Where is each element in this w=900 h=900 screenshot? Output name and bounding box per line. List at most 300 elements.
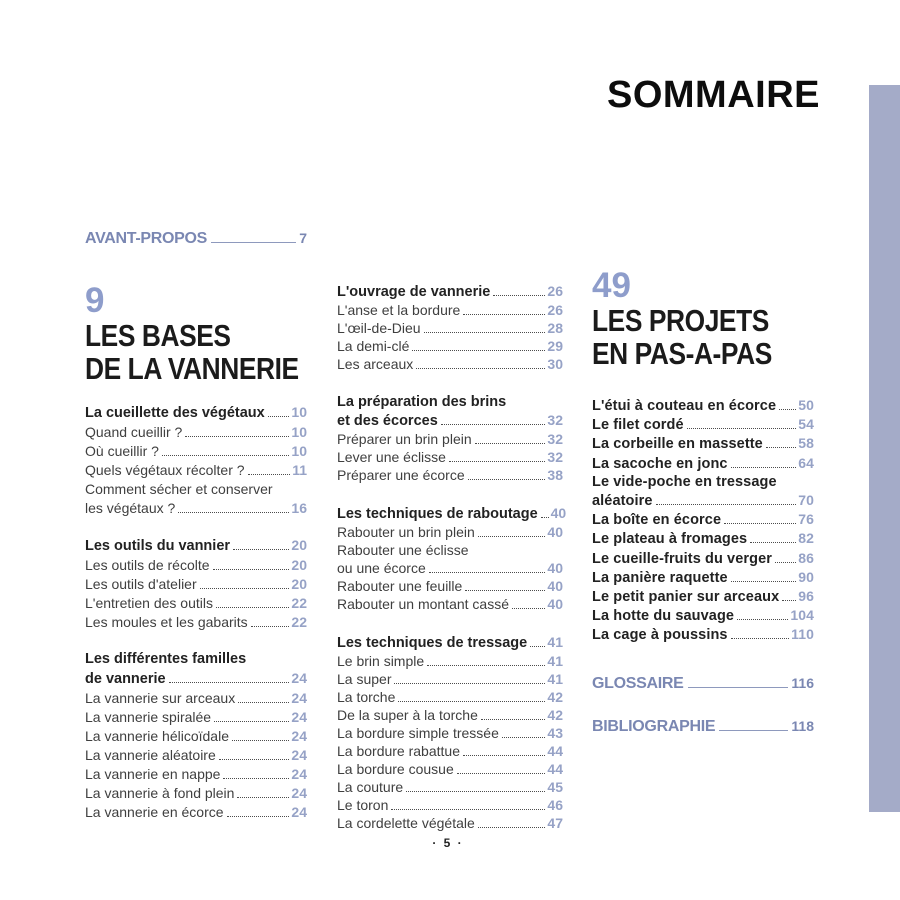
toc-entry — [337, 541, 563, 577]
toc-entry-page: 20 — [291, 537, 307, 553]
toc-entry — [85, 708, 307, 727]
dotted-leader — [391, 809, 545, 810]
toc-entry-row — [85, 403, 307, 423]
toc-entry-row — [337, 760, 563, 778]
toc-entry-heading — [85, 403, 307, 423]
toc-entry-row — [592, 606, 814, 625]
dotted-leader — [178, 512, 289, 513]
toc-entry-page: 28 — [547, 320, 563, 336]
toc-entry-row — [337, 337, 563, 355]
toc-entry — [337, 706, 563, 724]
dotted-leader — [478, 827, 546, 828]
toc-entry-heading — [592, 415, 814, 434]
toc-entry-label: Rabouter un brin plein — [337, 524, 475, 540]
dotted-leader — [185, 436, 289, 437]
toc-entry-row — [337, 411, 563, 430]
toc-entry-row — [85, 727, 307, 746]
toc-entry-heading — [592, 549, 814, 568]
dotted-leader — [416, 368, 545, 369]
toc-entry-label: La couture — [337, 779, 404, 795]
page-title: SOMMAIRE — [607, 74, 820, 116]
toc-entry-row — [592, 434, 814, 453]
toc-entry-row — [337, 577, 563, 595]
toc-entry-label: Préparer un brin plein — [337, 431, 472, 447]
toc-entry — [85, 423, 307, 442]
toc-entry-page: 32 — [547, 449, 563, 465]
dotted-leader — [468, 479, 546, 480]
toc-entry-row — [592, 415, 814, 434]
toc-entry-page: 41 — [547, 671, 563, 687]
toc-entry-heading — [592, 473, 814, 510]
toc-entry-label: La cordelette végétale — [337, 815, 475, 831]
toc-entry-page: 44 — [547, 743, 563, 759]
dotted-leader — [512, 608, 545, 609]
toc-entry-label: les végétaux ? — [85, 500, 176, 516]
toc-entry-page: 41 — [547, 653, 563, 669]
dotted-leader — [687, 428, 797, 429]
dotted-leader — [782, 600, 796, 601]
toc-entry-label: Les techniques de tressage — [337, 635, 528, 651]
toc-entry-page: 22 — [291, 614, 307, 630]
toc-entry-page: 44 — [547, 761, 563, 777]
toc-entry-row — [592, 625, 814, 644]
toc-entry-label: Les outils d'atelier — [85, 576, 197, 592]
toc-entry — [337, 337, 563, 355]
toc-entry-label: La super — [337, 671, 392, 687]
toc-entry-label: L'étui à couteau en écorce — [592, 398, 777, 414]
toc-entry-row — [592, 454, 814, 473]
toc-entry-label: La vannerie à fond plein — [85, 785, 235, 801]
toc-entry-label: Les outils du vannier — [85, 538, 231, 554]
toc-entry-label: Le cueille-fruits du verger — [592, 550, 772, 567]
dotted-leader — [213, 569, 290, 570]
toc-entry-row — [592, 549, 814, 568]
toc-entry-label: La vannerie spiralée — [85, 709, 212, 725]
chapter-number: 49 — [592, 266, 631, 305]
toc-entry-label: Les techniques de raboutage — [337, 506, 538, 522]
toc-rule-page: 116 — [791, 674, 814, 691]
dotted-leader — [268, 416, 290, 417]
toc-entry-page: 24 — [291, 670, 307, 686]
toc-entry-label: Où cueillir ? — [85, 443, 159, 459]
toc-entry-page: 32 — [547, 412, 563, 428]
toc-column-middle — [337, 262, 567, 832]
toc-entry-row — [592, 491, 814, 510]
dotted-leader — [656, 504, 797, 505]
toc-entry-row — [337, 652, 563, 670]
dotted-leader — [457, 773, 546, 774]
toc-entry-label: La boîte en écorce — [592, 512, 722, 529]
toc-entry-page: 24 — [291, 804, 307, 820]
toc-entry-row — [85, 575, 307, 594]
toc-entry — [85, 480, 307, 518]
toc-entry — [85, 442, 307, 461]
toc-column-right — [592, 268, 814, 737]
toc-entry-heading — [85, 536, 307, 556]
toc-entry — [85, 746, 307, 765]
toc-entry-row — [337, 504, 567, 523]
toc-entry — [85, 803, 307, 822]
toc-entry-label: La vannerie sur arceaux — [85, 690, 236, 706]
toc-entry-row — [592, 568, 814, 587]
toc-entry-page: 58 — [798, 435, 814, 452]
toc-entry-page: 43 — [547, 725, 563, 741]
toc-entry-page: 29 — [547, 338, 563, 354]
toc-entry-page: 82 — [798, 530, 814, 547]
toc-entry — [85, 594, 307, 613]
toc-entry-heading — [337, 504, 567, 523]
dotted-leader — [463, 314, 545, 315]
chapter-heading — [85, 283, 307, 385]
toc-entry — [337, 523, 563, 541]
toc-entry-label: La torche — [337, 689, 396, 705]
dotted-leader — [541, 517, 549, 518]
toc-entry — [337, 577, 563, 595]
toc-entry-row — [85, 461, 307, 480]
toc-entry-row — [337, 319, 563, 337]
toc-entry-row — [337, 466, 563, 484]
toc-entry-row — [337, 448, 563, 466]
dotted-leader — [232, 740, 289, 741]
toc-entry — [337, 796, 563, 814]
toc-entry-row — [337, 355, 563, 373]
toc-entry-row — [85, 442, 307, 461]
toc-entry — [337, 301, 563, 319]
dotted-leader — [406, 791, 545, 792]
toc-entry-page: 50 — [798, 397, 814, 413]
toc-rule-entry — [592, 716, 814, 737]
toc-rule-page: 7 — [299, 230, 307, 246]
toc-entry-page: 47 — [547, 815, 563, 831]
dotted-leader — [169, 682, 290, 683]
toc-entry-page: 24 — [291, 747, 307, 763]
toc-entry-label: La panière raquette — [592, 569, 728, 586]
toc-entry — [85, 575, 307, 594]
toc-entry-label: L'œil-de-Dieu — [337, 320, 421, 336]
toc-entry-page: 16 — [291, 500, 307, 516]
toc-section — [85, 650, 307, 822]
dotted-leader — [424, 332, 546, 333]
toc-entry — [337, 466, 563, 484]
rule-leader-line — [688, 687, 789, 688]
toc-entry-label: La sacoche en jonc — [592, 455, 728, 472]
dotted-leader — [394, 683, 545, 684]
toc-entry-label: Préparer une écorce — [337, 467, 465, 483]
accent-bar — [869, 85, 900, 812]
toc-entry-row — [85, 765, 307, 784]
toc-entry-heading — [592, 568, 814, 587]
toc-entry-heading — [592, 454, 814, 473]
toc-entry — [337, 355, 563, 373]
toc-entry-label: La cueillette des végétaux — [85, 405, 265, 421]
toc-entry-row — [337, 778, 563, 796]
dotted-leader — [248, 474, 291, 475]
toc-entry-label: Quand cueillir ? — [85, 424, 183, 440]
toc-rule-label: AVANT-PROPOS — [85, 230, 208, 247]
toc-entry-label: Les arceaux — [337, 356, 414, 372]
toc-entry-page: 30 — [547, 356, 563, 372]
toc-entry-row — [85, 746, 307, 765]
toc-entry-label: Le brin simple — [337, 653, 425, 669]
toc-entry — [85, 784, 307, 803]
toc-entry-label: Les outils de récolte — [85, 557, 210, 573]
toc-entry — [337, 430, 563, 448]
toc-entry-label: De la super à la torche — [337, 707, 478, 723]
toc-entry-row — [337, 670, 563, 688]
toc-entry — [337, 742, 563, 760]
dotted-leader — [731, 638, 790, 639]
toc-entry-label: ou une écorce — [337, 560, 426, 576]
toc-entry-heading — [592, 396, 814, 415]
dotted-leader — [724, 523, 796, 524]
page-number: · 5 · — [432, 836, 464, 850]
toc-entry-page: 70 — [798, 492, 814, 509]
toc-entry-label: de vannerie — [85, 671, 166, 687]
dotted-leader — [766, 447, 796, 448]
toc-entry — [337, 670, 563, 688]
toc-entry-heading — [592, 587, 814, 606]
toc-entry-row — [592, 510, 814, 529]
toc-entry-row — [337, 742, 563, 760]
toc-entry-page: 42 — [547, 707, 563, 723]
dotted-leader — [449, 461, 545, 462]
toc-entry-label: Lever une éclisse — [337, 449, 446, 465]
toc-entry — [337, 688, 563, 706]
dotted-leader — [429, 572, 546, 573]
toc-entry-page: 32 — [547, 431, 563, 447]
toc-entry-row — [85, 803, 307, 822]
toc-entry-page: 24 — [291, 785, 307, 801]
toc-entry-row — [85, 536, 307, 556]
toc-entry — [337, 448, 563, 466]
toc-entry-label: La vannerie en écorce — [85, 804, 224, 820]
toc-entry-page: 64 — [798, 454, 814, 471]
dotted-leader — [475, 443, 546, 444]
toc-entry — [85, 727, 307, 746]
toc-entry-page: 26 — [547, 302, 563, 318]
toc-entry-page: 86 — [798, 549, 814, 566]
toc-entry-label: La vannerie en nappe — [85, 766, 221, 782]
toc-entry-label: Les moules et les gabarits — [85, 614, 248, 630]
toc-entry — [337, 778, 563, 796]
toc-entry-row — [85, 784, 307, 803]
toc-section — [337, 282, 563, 373]
toc-entry — [337, 319, 563, 337]
toc-section — [337, 504, 567, 613]
toc-entry-page: 45 — [547, 779, 563, 795]
toc-entry-page: 11 — [292, 462, 307, 478]
toc-entry-page: 10 — [291, 404, 307, 420]
toc-entry-row — [85, 556, 307, 575]
toc-rule-entry — [592, 673, 814, 694]
dotted-leader — [465, 590, 545, 591]
toc-section — [592, 396, 814, 645]
toc-entry-label: L'entretien des outils — [85, 595, 213, 611]
toc-entry-page: 10 — [291, 424, 307, 440]
toc-entry-row — [337, 301, 563, 319]
toc-entry-label: Le plateau à fromages — [592, 531, 748, 548]
dotted-leader — [251, 626, 290, 627]
toc-entry — [337, 652, 563, 670]
toc-entry — [337, 814, 563, 832]
toc-entry-page: 10 — [291, 443, 307, 459]
toc-section — [85, 403, 307, 518]
dotted-leader — [731, 467, 797, 468]
toc-entry-label: La corbeille en massette — [592, 436, 763, 453]
toc-entry-heading — [337, 633, 563, 652]
toc-section — [337, 393, 563, 484]
dotted-leader — [775, 562, 796, 563]
toc-entry-page: 22 — [291, 595, 307, 611]
toc-entry-label: La bordure rabattue — [337, 743, 460, 759]
toc-entry-heading — [337, 282, 563, 301]
toc-entry-row — [337, 706, 563, 724]
toc-entry-row — [337, 559, 563, 577]
toc-entry-label: La bordure cousue — [337, 761, 454, 777]
dotted-leader — [737, 619, 788, 620]
toc-entry-page: 26 — [547, 283, 563, 299]
dotted-leader — [731, 581, 797, 582]
chapter-title-line: DE LA VANNERIE — [85, 351, 299, 386]
toc-entry-page: 54 — [798, 416, 814, 433]
toc-entry — [337, 760, 563, 778]
dotted-leader — [219, 759, 290, 760]
toc-entry-page: 38 — [547, 467, 563, 483]
toc-entry-label: Quels végétaux récolter ? — [85, 462, 245, 478]
toc-entry-page: 96 — [798, 588, 814, 605]
rule-leader-line — [211, 242, 296, 243]
toc-entry-row — [85, 499, 307, 518]
toc-column-left — [85, 228, 307, 822]
dotted-leader — [481, 719, 546, 720]
dotted-leader — [750, 542, 796, 543]
toc-entry-line: La préparation des brins — [337, 394, 507, 410]
toc-entry-heading — [592, 529, 814, 548]
toc-entry — [337, 595, 563, 613]
toc-entry-line: Les différentes familles — [85, 651, 247, 667]
chapter-heading — [592, 268, 814, 370]
toc-entry-row — [337, 688, 563, 706]
toc-entry-row — [85, 613, 307, 632]
toc-entry-page: 42 — [547, 689, 563, 705]
toc-entry-row — [85, 669, 307, 689]
chapter-title-line: LES BASES — [85, 318, 231, 353]
toc-entry-row — [337, 633, 563, 652]
toc-entry-page: 40 — [547, 560, 563, 576]
toc-entry-label: Le filet cordé — [592, 417, 684, 434]
toc-section — [337, 633, 563, 832]
toc-entry-page: 40 — [550, 505, 567, 521]
toc-entry-heading — [337, 393, 563, 430]
toc-entry-page: 41 — [547, 634, 563, 650]
toc-entry-row — [85, 423, 307, 442]
toc-entry-page: 104 — [790, 607, 814, 624]
dotted-leader — [779, 409, 796, 410]
toc-entry-page: 40 — [547, 596, 563, 612]
toc-entry-line: Le vide-poche en tressage — [592, 473, 777, 490]
dotted-leader — [200, 588, 290, 589]
toc-entry-page: 24 — [291, 690, 307, 706]
dotted-leader — [463, 755, 545, 756]
dotted-leader — [237, 797, 289, 798]
dotted-leader — [216, 607, 289, 608]
toc-entry-label: La hotte du sauvage — [592, 608, 735, 625]
toc-rule-entry — [85, 228, 307, 249]
toc-entry-row — [337, 814, 563, 832]
dotted-leader — [427, 665, 545, 666]
toc-entry-page: 24 — [291, 728, 307, 744]
toc-entry-page: 20 — [291, 557, 307, 573]
toc-entry-row — [85, 594, 307, 613]
toc-entry-label: La vannerie aléatoire — [85, 747, 216, 763]
toc-entry-row — [337, 796, 563, 814]
toc-entry — [85, 765, 307, 784]
toc-entry-page: 76 — [798, 511, 814, 528]
dotted-leader — [214, 721, 289, 722]
dotted-leader — [227, 816, 290, 817]
toc-entry-label: et des écorces — [337, 413, 438, 429]
toc-entry-row — [85, 689, 307, 708]
toc-entry-row — [85, 708, 307, 727]
dotted-leader — [502, 737, 546, 738]
toc-entry-label: aléatoire — [592, 493, 653, 510]
dotted-leader — [478, 536, 546, 537]
toc-entry-label: L'ouvrage de vannerie — [337, 284, 491, 300]
chapter-title-line: LES PROJETS — [592, 303, 769, 338]
toc-entry-heading — [592, 606, 814, 625]
toc-entry-line: Rabouter une éclisse — [337, 542, 469, 558]
toc-entry-heading — [592, 625, 814, 644]
toc-entry-heading — [592, 510, 814, 529]
toc-rule-page: 118 — [791, 717, 814, 734]
toc-entry — [85, 689, 307, 708]
toc-entry-label: Rabouter un montant cassé — [337, 596, 509, 612]
toc-rule-label: BIBLIOGRAPHIE — [592, 717, 716, 735]
dotted-leader — [162, 455, 290, 456]
toc-rule-label: GLOSSAIRE — [592, 674, 684, 692]
toc-entry-page: 110 — [791, 626, 814, 643]
dotted-leader — [223, 778, 289, 779]
toc-entry-label: Le toron — [337, 797, 389, 813]
toc-entry-page: 24 — [291, 766, 307, 782]
toc-entry-label: La vannerie hélicoïdale — [85, 728, 229, 744]
dotted-leader — [412, 350, 545, 351]
toc-entry-row — [592, 587, 814, 606]
toc-entry-label: La bordure simple tressée — [337, 725, 499, 741]
toc-entry-page: 90 — [798, 568, 814, 585]
toc-entry — [85, 461, 307, 480]
toc-entry-line: Comment sécher et conserver — [85, 481, 273, 497]
toc-entry-label: L'anse et la bordure — [337, 302, 461, 318]
dotted-leader — [238, 702, 289, 703]
toc-entry-heading — [85, 650, 307, 689]
toc-entry-label: La cage à poussins — [592, 627, 728, 644]
rule-leader-line — [719, 730, 788, 731]
dotted-leader — [530, 646, 545, 647]
toc-entry-row — [337, 523, 563, 541]
toc-entry-heading — [592, 434, 814, 453]
toc-entry-page: 46 — [547, 797, 563, 813]
toc-entry-page: 20 — [291, 576, 307, 592]
toc-entry-row — [337, 595, 563, 613]
toc-entry-row — [592, 396, 814, 415]
toc-entry — [85, 556, 307, 575]
toc-entry-label: La demi-clé — [337, 338, 410, 354]
dotted-leader — [493, 295, 545, 296]
toc-entry-page: 40 — [547, 524, 563, 540]
toc-entry-row — [337, 282, 563, 301]
dotted-leader — [398, 701, 545, 702]
